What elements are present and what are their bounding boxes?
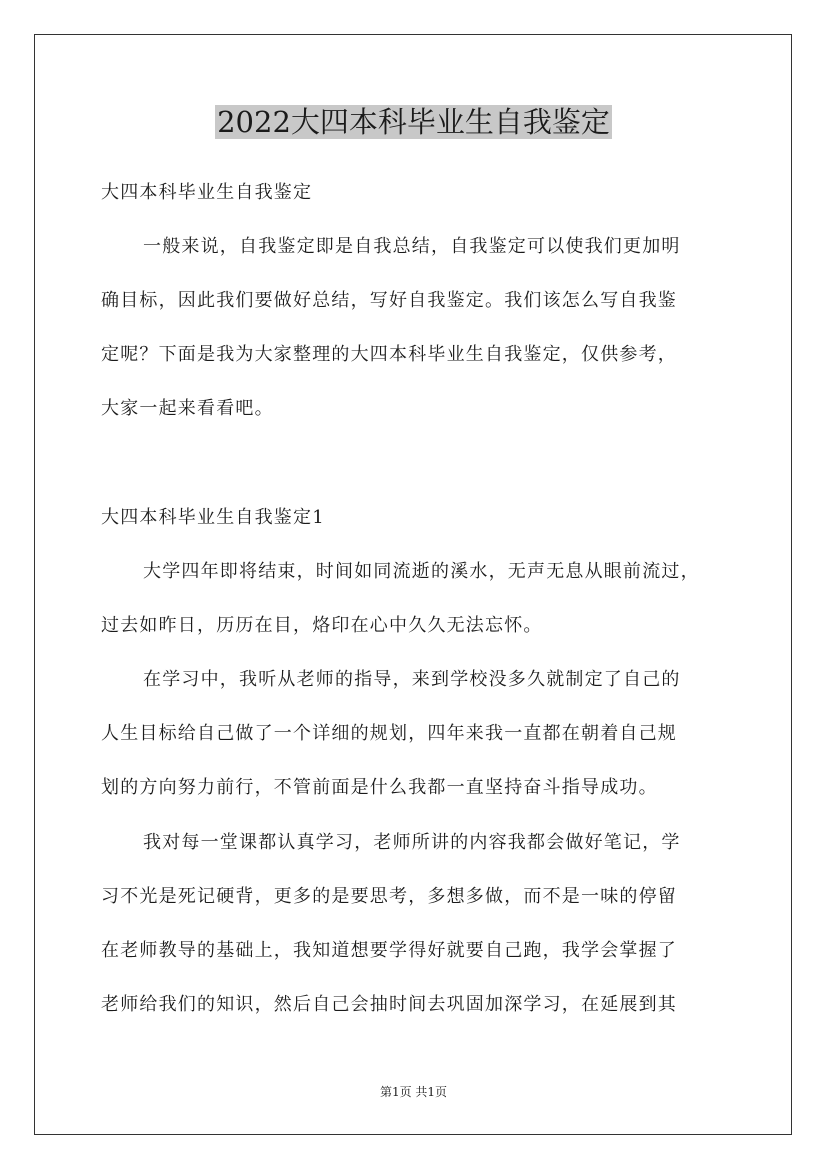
page-footer: 第1页 共1页 xyxy=(379,1085,448,1099)
paragraph-line: 我对每一堂课都认真学习，老师所讲的内容我都会做好笔记，学 xyxy=(143,832,681,853)
intro-line: 一般来说，自我鉴定即是自我总结，自我鉴定可以使我们更加明 xyxy=(143,236,681,257)
paragraph-line: 老师给我们的知识，然后自己会抽时间去巩固加深学习，在延展到其 xyxy=(101,994,677,1015)
paragraph-line: 大学四年即将结束，时间如同流逝的溪水，无声无息从眼前流过， xyxy=(143,561,700,582)
document-title-text: 2022大四本科毕业生自我鉴定 xyxy=(217,105,610,139)
intro-line: 确目标，因此我们要做好总结，写好自我鉴定。我们该怎么写自我鉴 xyxy=(101,290,677,311)
paragraph-line: 在学习中，我听从老师的指导，来到学校没多久就制定了自己的 xyxy=(143,669,681,690)
paragraph-line: 过去如昨日，历历在目，烙印在心中久久无法忘怀。 xyxy=(101,615,543,636)
document-title xyxy=(0,100,827,144)
document-subtitle: 大四本科毕业生自我鉴定 xyxy=(101,182,313,203)
paragraph-line: 在老师教导的基础上，我知道想要学得好就要自己跑，我学会掌握了 xyxy=(101,940,677,961)
paragraph-line: 划的方向努力前行，不管前面是什么我都一直坚持奋斗指导成功。 xyxy=(101,777,658,798)
paragraph-line: 习不光是死记硬背，更多的是要思考，多想多做，而不是一味的停留 xyxy=(101,886,677,907)
paragraph-line: 人生目标给自己做了一个详细的规划，四年来我一直都在朝着自己规 xyxy=(101,723,677,744)
intro-line: 大家一起来看看吧。 xyxy=(101,398,274,419)
intro-line: 定呢？下面是我为大家整理的大四本科毕业生自我鉴定，仅供参考， xyxy=(101,344,677,365)
section-heading: 大四本科毕业生自我鉴定1 xyxy=(101,507,325,528)
